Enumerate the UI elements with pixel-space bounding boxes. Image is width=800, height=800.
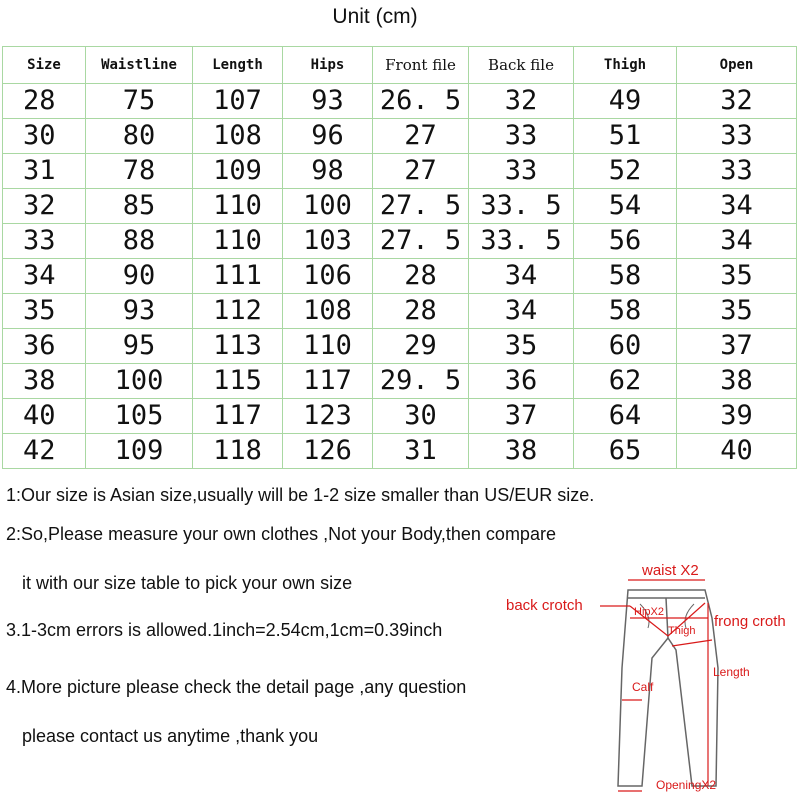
note-4-continued: please contact us anytime ,thank you [22,726,319,746]
note-2-continued: it with our size table to pick your own size [22,573,353,593]
table-cell: 27 [373,119,469,154]
hip-label: HipX2 [634,606,664,618]
table-cell: 33 [677,154,797,189]
table-cell: 28 [3,84,86,119]
table-cell: 39 [677,399,797,434]
table-cell: 33 [469,119,574,154]
table-cell: 36 [469,364,574,399]
table-cell: 37 [677,329,797,364]
table-cell: 115 [193,364,283,399]
header-waistline: Waistline [86,47,193,84]
table-cell: 38 [3,364,86,399]
header-front-file: Front file [373,47,469,84]
table-cell: 93 [283,84,373,119]
table-cell: 93 [86,294,193,329]
table-cell: 105 [86,399,193,434]
table-row [3,259,797,294]
table-cell: 40 [3,399,86,434]
table-cell: 78 [86,154,193,189]
table-cell: 110 [193,189,283,224]
table-cell: 49 [574,84,677,119]
table-cell: 30 [373,399,469,434]
header-thigh: Thigh [574,47,677,84]
table-cell: 88 [86,224,193,259]
table-cell: 35 [677,294,797,329]
table-cell: 29. 5 [373,364,469,399]
table-cell: 100 [283,189,373,224]
table-cell: 33 [677,119,797,154]
table-cell: 100 [86,364,193,399]
table-cell: 42 [3,434,86,469]
table-row [3,434,797,469]
table-cell: 123 [283,399,373,434]
table-cell: 58 [574,259,677,294]
table-cell: 28 [373,259,469,294]
table-cell: 30 [3,119,86,154]
table-cell: 96 [283,119,373,154]
table-cell: 111 [193,259,283,294]
table-cell: 35 [3,294,86,329]
opening-label: OpeningX2 [656,778,717,792]
table-cell: 126 [283,434,373,469]
table-cell: 95 [86,329,193,364]
table-cell: 34 [677,189,797,224]
table-body [3,84,797,469]
table-cell: 31 [373,434,469,469]
table-cell: 35 [677,259,797,294]
table-row [3,154,797,189]
header-row [3,47,797,84]
header-size: Size [3,47,86,84]
table-row [3,189,797,224]
table-cell: 32 [469,84,574,119]
table-cell: 56 [574,224,677,259]
header-hips: Hips [283,47,373,84]
table-row [3,329,797,364]
table-cell: 38 [469,434,574,469]
table-cell: 108 [193,119,283,154]
table-cell: 52 [574,154,677,189]
table-cell: 33. 5 [469,224,574,259]
table-cell: 85 [86,189,193,224]
table-cell: 112 [193,294,283,329]
calf-label: Calf [632,680,654,694]
table-row [3,399,797,434]
table-cell: 60 [574,329,677,364]
table-cell: 34 [677,224,797,259]
table-cell: 108 [283,294,373,329]
table-cell: 40 [677,434,797,469]
table-cell: 33 [469,154,574,189]
table-cell: 117 [283,364,373,399]
table-cell: 34 [3,259,86,294]
header-back-file: Back file [469,47,574,84]
table-cell: 34 [469,259,574,294]
table-cell: 62 [574,364,677,399]
table-cell: 117 [193,399,283,434]
table-cell: 65 [574,434,677,469]
table-cell: 54 [574,189,677,224]
table-cell: 32 [3,189,86,224]
table-cell: 75 [86,84,193,119]
table-cell: 38 [677,364,797,399]
thigh-label: Thigh [668,625,696,637]
table-cell: 27. 5 [373,189,469,224]
note-3: 3.1-3cm errors is allowed.1inch=2.54cm,1cm=0.39inch [6,620,443,640]
table-cell: 34 [469,294,574,329]
table-row [3,84,797,119]
header-length: Length [193,47,283,84]
table-cell: 27 [373,154,469,189]
table-cell: 32 [677,84,797,119]
front-crotch-label: frong croth [714,613,786,630]
table-cell: 58 [574,294,677,329]
table-cell: 27. 5 [373,224,469,259]
table-cell: 33 [3,224,86,259]
back-crotch-label: back crotch [506,597,583,614]
table-cell: 26. 5 [373,84,469,119]
table-cell: 37 [469,399,574,434]
table-cell: 109 [86,434,193,469]
length-label: Length [713,665,750,679]
table-row [3,294,797,329]
table-cell: 110 [193,224,283,259]
pants-measurement-diagram [500,558,800,798]
table-cell: 103 [283,224,373,259]
table-cell: 51 [574,119,677,154]
table-cell: 28 [373,294,469,329]
table-cell: 107 [193,84,283,119]
size-table [2,46,797,469]
table-cell: 64 [574,399,677,434]
header-open: Open [677,47,797,84]
table-cell: 36 [3,329,86,364]
note-2: 2:So,Please measure your own clothes ,Not your Body,then compare [6,524,556,544]
table-cell: 35 [469,329,574,364]
table-cell: 106 [283,259,373,294]
table-row [3,119,797,154]
table-cell: 98 [283,154,373,189]
table-cell: 80 [86,119,193,154]
waist-label: waist X2 [642,562,699,579]
table-cell: 90 [86,259,193,294]
note-1: 1:Our size is Asian size,usually will be 1-2 size smaller than US/EUR size. [6,485,595,505]
table-cell: 29 [373,329,469,364]
table-cell: 109 [193,154,283,189]
table-cell: 113 [193,329,283,364]
note-4: 4.More picture please check the detail page ,any question [6,677,467,697]
table-row [3,224,797,259]
table-cell: 31 [3,154,86,189]
unit-title: Unit (cm) [332,5,418,28]
table-cell: 33. 5 [469,189,574,224]
table-cell: 118 [193,434,283,469]
table-row [3,364,797,399]
table-cell: 110 [283,329,373,364]
